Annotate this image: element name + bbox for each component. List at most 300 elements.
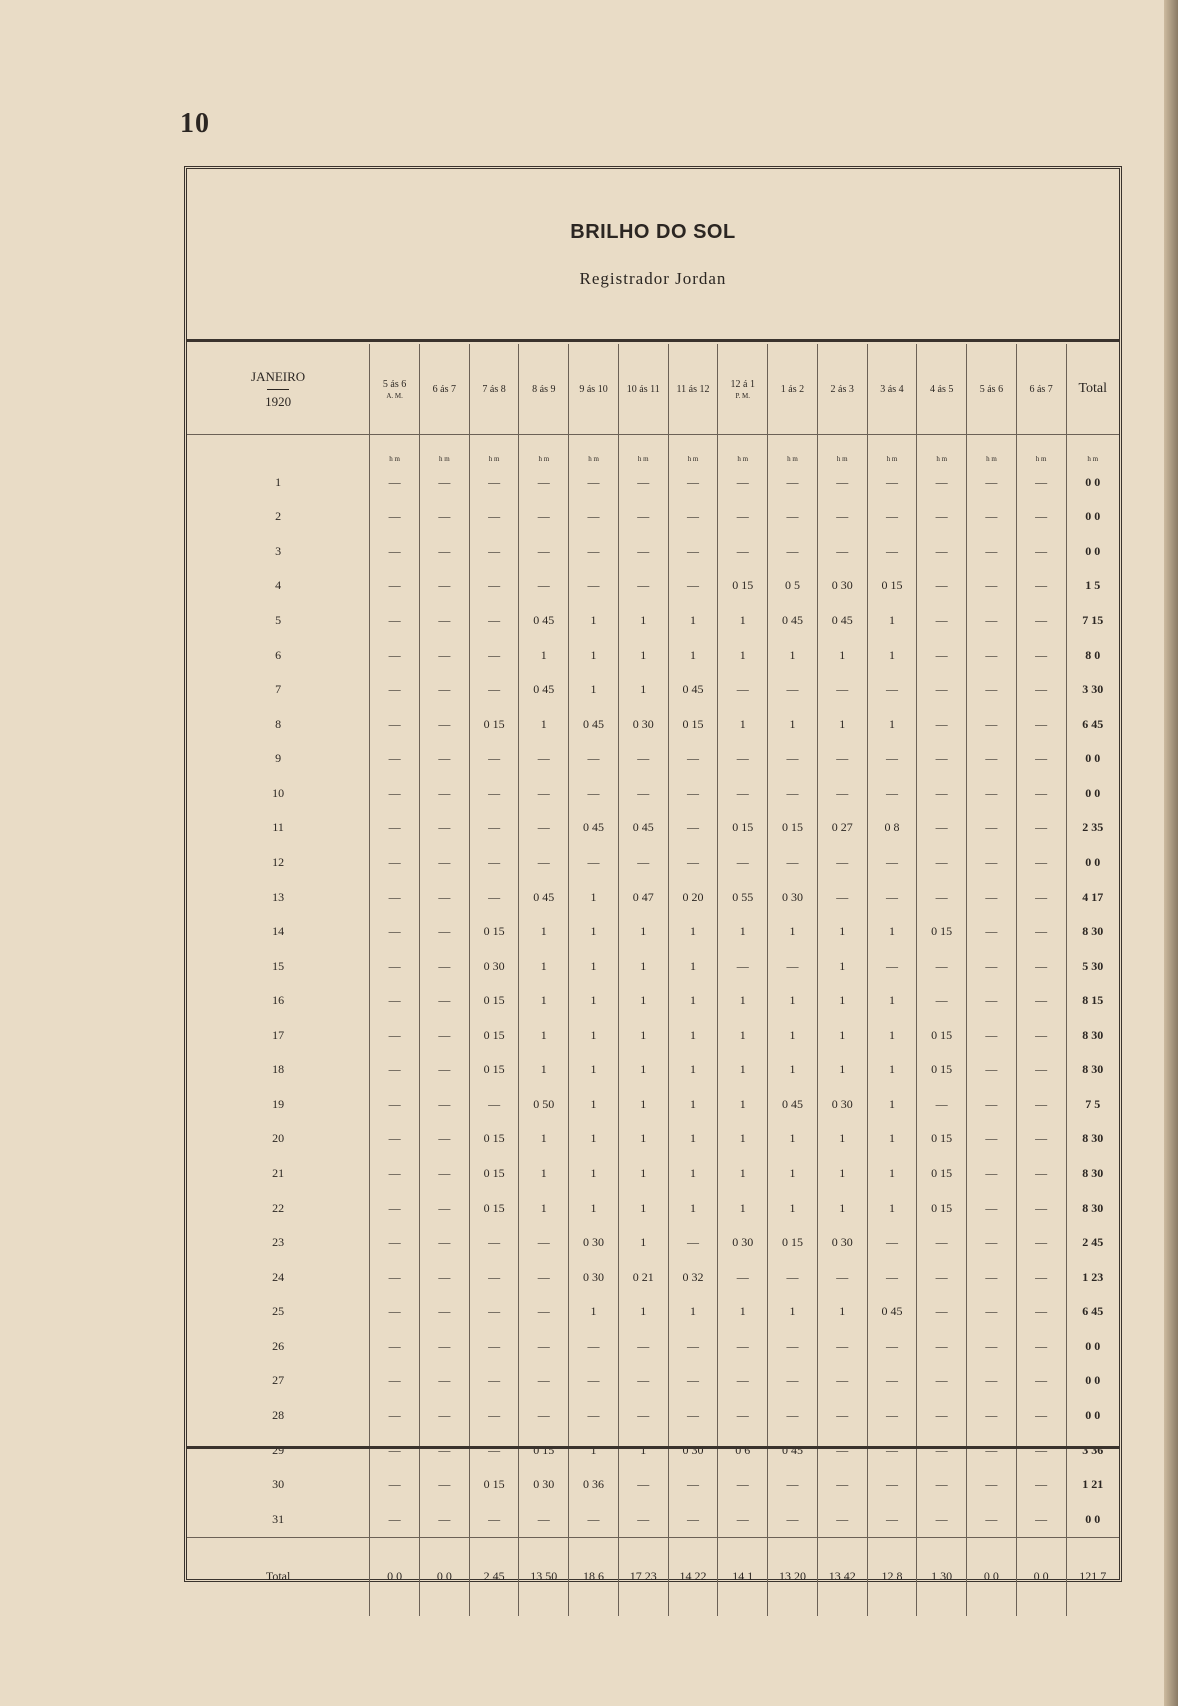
table-cell: — <box>718 1260 768 1295</box>
table-cell: — <box>419 465 469 500</box>
table-cell: — <box>867 1225 917 1260</box>
table-cell: 1 <box>569 949 619 984</box>
table-cell: 0 30 <box>817 1087 867 1122</box>
table-cell: — <box>419 534 469 569</box>
unit-label: h m <box>419 435 469 466</box>
table-cell: 0 5 <box>768 569 818 604</box>
table-cell: — <box>867 534 917 569</box>
table-cell: 1 <box>867 914 917 949</box>
table-cell: 0 30 <box>768 880 818 915</box>
table-cell: — <box>917 1329 967 1364</box>
table-cell: — <box>967 1364 1017 1399</box>
table-cell: — <box>867 1467 917 1502</box>
day-label: 13 <box>272 889 285 904</box>
day-label: 22 <box>272 1200 285 1215</box>
table-cell: — <box>370 603 420 638</box>
table-row <box>187 603 1119 638</box>
table-cell: — <box>569 534 619 569</box>
table-row <box>187 914 1119 949</box>
table-cell: — <box>419 742 469 777</box>
table-cell: — <box>967 1191 1017 1226</box>
table-cell: 1 <box>618 983 668 1018</box>
table-cell: — <box>967 914 1017 949</box>
table-cell: — <box>817 1260 867 1295</box>
table-cell: — <box>519 534 569 569</box>
table-cell: — <box>469 845 519 880</box>
table-cell: 0 50 <box>519 1087 569 1122</box>
table-cell: — <box>370 672 420 707</box>
table-cell: — <box>469 811 519 846</box>
day-label: 30 <box>272 1477 285 1492</box>
hour-label: 5 ás 6 <box>382 378 407 390</box>
table-cell: — <box>867 1398 917 1433</box>
table-cell: — <box>917 1295 967 1330</box>
table-cell: — <box>1016 1122 1066 1157</box>
table-cell: — <box>419 1053 469 1088</box>
table-cell: — <box>718 1467 768 1502</box>
grand-total: 121 7 <box>1066 1537 1119 1616</box>
table-cell: 1 <box>668 1018 718 1053</box>
table-cell: — <box>519 1260 569 1295</box>
day-label: 7 <box>275 682 282 697</box>
rows-body <box>187 465 1119 1616</box>
day-label: 6 <box>275 647 282 662</box>
table-cell: — <box>1016 672 1066 707</box>
row-total: 7 5 <box>1066 1087 1119 1122</box>
table-cell: — <box>469 1329 519 1364</box>
table-cell: — <box>768 500 818 535</box>
table-cell: — <box>867 672 917 707</box>
row-total: 7 15 <box>1066 603 1119 638</box>
table-cell: — <box>817 1433 867 1468</box>
table-cell: 0 45 <box>519 603 569 638</box>
month-label: JANEIRO <box>251 369 306 384</box>
table-cell: 1 <box>618 1053 668 1088</box>
table-cell: 0 55 <box>718 880 768 915</box>
table-cell: — <box>469 1433 519 1468</box>
table-cell: 1 <box>718 1018 768 1053</box>
table-cell: 0 15 <box>718 811 768 846</box>
table-cell: 0 30 <box>469 949 519 984</box>
table-cell: — <box>768 465 818 500</box>
table-cell: — <box>419 1260 469 1295</box>
table-cell: — <box>370 1295 420 1330</box>
table-cell: — <box>519 845 569 880</box>
table-cell: — <box>1016 776 1066 811</box>
table-cell: — <box>1016 914 1066 949</box>
table-cell: — <box>917 500 967 535</box>
table-cell: — <box>817 776 867 811</box>
table-cell: — <box>967 1260 1017 1295</box>
table-cell: — <box>718 949 768 984</box>
table-cell: 0 45 <box>768 603 818 638</box>
table-cell: 1 <box>718 1156 768 1191</box>
table-cell: — <box>768 742 818 777</box>
table-cell: — <box>1016 465 1066 500</box>
day-label: 28 <box>272 1407 285 1422</box>
table-cell: — <box>469 500 519 535</box>
unit-label: h m <box>370 435 420 466</box>
hour-label: 2 ás 3 <box>830 383 854 395</box>
row-total: 8 30 <box>1066 1018 1119 1053</box>
table-cell: — <box>419 1467 469 1502</box>
table-cell: — <box>569 776 619 811</box>
day-label: 12 <box>272 854 285 869</box>
month-divider <box>267 389 289 390</box>
table-cell: 1 <box>569 1191 619 1226</box>
table-cell: — <box>917 880 967 915</box>
table-cell: 1 <box>718 1122 768 1157</box>
table-cell: — <box>867 500 917 535</box>
table-cell: 1 <box>569 1122 619 1157</box>
table-cell: — <box>618 465 668 500</box>
table-cell: 1 <box>718 603 768 638</box>
table-cell: 1 <box>867 1053 917 1088</box>
day-label: 10 <box>272 785 285 800</box>
day-label: 29 <box>272 1442 285 1457</box>
table-cell: 0 15 <box>917 914 967 949</box>
table-cell: — <box>370 1329 420 1364</box>
table-cell: — <box>618 1398 668 1433</box>
table-cell: — <box>419 1295 469 1330</box>
table-cell: — <box>917 845 967 880</box>
table-cell: 1 <box>718 1053 768 1088</box>
table-cell: 0 15 <box>917 1122 967 1157</box>
day-label: 1 <box>275 474 282 489</box>
table-cell: — <box>519 1225 569 1260</box>
table-cell: — <box>469 776 519 811</box>
table-row <box>187 1329 1119 1364</box>
table-cell: 1 <box>867 638 917 673</box>
unit-label: h m <box>618 435 668 466</box>
table-cell: 0 45 <box>569 707 619 742</box>
day-label: 20 <box>272 1131 285 1146</box>
table-cell: 0 30 <box>519 1467 569 1502</box>
table-cell: — <box>370 1260 420 1295</box>
table-cell: — <box>370 707 420 742</box>
unit-label: h m <box>917 435 967 466</box>
table-row <box>187 1225 1119 1260</box>
table-cell: — <box>967 1398 1017 1433</box>
table-cell: 0 15 <box>469 914 519 949</box>
table-cell: 0 6 <box>718 1433 768 1468</box>
table-cell: — <box>569 1502 619 1537</box>
row-total: 0 0 <box>1066 500 1119 535</box>
unit-label: h m <box>519 435 569 466</box>
table-cell: — <box>917 983 967 1018</box>
table-cell: — <box>370 1225 420 1260</box>
table-cell: — <box>519 1398 569 1433</box>
day-label: 24 <box>272 1269 285 1284</box>
table-cell: — <box>668 1467 718 1502</box>
table-cell: — <box>519 1295 569 1330</box>
table-cell: 1 <box>618 1295 668 1330</box>
table-row <box>187 1398 1119 1433</box>
table-cell: — <box>917 1433 967 1468</box>
table-cell: 0 15 <box>718 569 768 604</box>
table-cell: — <box>419 983 469 1018</box>
table-cell: 0 15 <box>469 1191 519 1226</box>
table-cell: — <box>519 811 569 846</box>
table-cell: — <box>967 603 1017 638</box>
table-cell: — <box>967 811 1017 846</box>
table-cell: — <box>469 1225 519 1260</box>
table-row <box>187 1191 1119 1226</box>
table-cell: 1 <box>817 707 867 742</box>
table-cell: — <box>817 880 867 915</box>
hour-period: P. M. <box>735 391 751 400</box>
hour-header <box>668 344 718 435</box>
table-cell: — <box>967 1225 1017 1260</box>
table-cell: — <box>967 1053 1017 1088</box>
table-cell: 1 <box>768 1156 818 1191</box>
table-cell: — <box>967 638 1017 673</box>
row-total: 0 0 <box>1066 465 1119 500</box>
table-cell: 1 <box>519 983 569 1018</box>
table-cell: — <box>419 638 469 673</box>
row-total: 2 35 <box>1066 811 1119 846</box>
day-label: 8 <box>275 716 282 731</box>
table-cell: — <box>370 534 420 569</box>
table-cell: — <box>1016 811 1066 846</box>
table-cell: — <box>917 1502 967 1537</box>
table-cell: 0 15 <box>768 811 818 846</box>
table-cell: 1 <box>519 638 569 673</box>
hour-label: 5 ás 6 <box>979 383 1004 395</box>
table-cell: — <box>469 569 519 604</box>
day-label: 2 <box>275 509 282 524</box>
table-cell: — <box>419 1364 469 1399</box>
table-cell: 0 45 <box>668 672 718 707</box>
table-cell: 1 <box>718 983 768 1018</box>
row-total: 1 5 <box>1066 569 1119 604</box>
table-cell: — <box>967 1087 1017 1122</box>
table-cell: — <box>967 534 1017 569</box>
row-total: 3 36 <box>1066 1433 1119 1468</box>
table-cell: 1 <box>618 638 668 673</box>
table-cell: 1 <box>569 638 619 673</box>
table-cell: — <box>370 1433 420 1468</box>
column-total: 1 30 <box>917 1537 967 1616</box>
totals-label: Total <box>187 1537 370 1616</box>
row-total: 5 30 <box>1066 949 1119 984</box>
table-cell: 1 <box>817 983 867 1018</box>
table-cell: 1 <box>867 1087 917 1122</box>
table-cell: 1 <box>768 914 818 949</box>
table-cell: — <box>668 569 718 604</box>
table-cell: — <box>668 742 718 777</box>
table-cell: 1 <box>618 1018 668 1053</box>
table-cell: — <box>469 1364 519 1399</box>
table-cell: 1 <box>768 1053 818 1088</box>
table-cell: — <box>469 465 519 500</box>
table-cell: 1 <box>817 1053 867 1088</box>
table-cell: — <box>817 500 867 535</box>
table-cell: — <box>419 1156 469 1191</box>
day-label: 19 <box>272 1096 285 1111</box>
table-row <box>187 672 1119 707</box>
table-cell: 1 <box>817 1295 867 1330</box>
unit-label: h m <box>1016 435 1066 466</box>
table-cell: — <box>967 1329 1017 1364</box>
table-cell: 1 <box>768 1018 818 1053</box>
table-cell: — <box>618 845 668 880</box>
table-cell: — <box>370 500 420 535</box>
table-row <box>187 1364 1119 1399</box>
table-row <box>187 1018 1119 1053</box>
hour-label: 6 ás 7 <box>432 383 456 395</box>
table-cell: — <box>967 1433 1017 1468</box>
table-cell: — <box>1016 1502 1066 1537</box>
table-cell: 1 <box>519 1122 569 1157</box>
table-cell: — <box>967 880 1017 915</box>
table-cell: — <box>668 534 718 569</box>
table-cell: 1 <box>519 1156 569 1191</box>
table-cell: — <box>817 1502 867 1537</box>
table-cell: — <box>967 1156 1017 1191</box>
table-cell: — <box>718 534 768 569</box>
table-cell: — <box>469 1398 519 1433</box>
table-cell: — <box>1016 880 1066 915</box>
hour-header <box>419 344 469 435</box>
table-cell: — <box>917 638 967 673</box>
table-cell: — <box>419 845 469 880</box>
unit-label: h m <box>768 435 818 466</box>
table-cell: 0 15 <box>917 1156 967 1191</box>
table-cell: 1 <box>768 707 818 742</box>
row-total: 0 0 <box>1066 1329 1119 1364</box>
table-cell: — <box>768 776 818 811</box>
table-cell: 1 <box>569 1087 619 1122</box>
table-cell: 1 <box>618 1122 668 1157</box>
table-cell: — <box>569 500 619 535</box>
table-cell: 1 <box>618 1156 668 1191</box>
unit-label: h m <box>469 435 519 466</box>
table-cell: — <box>569 465 619 500</box>
page-edge <box>1164 0 1178 1706</box>
table-row <box>187 707 1119 742</box>
table-row <box>187 845 1119 880</box>
table-cell: — <box>967 742 1017 777</box>
day-label: 21 <box>272 1166 285 1181</box>
table-cell: 1 <box>618 1191 668 1226</box>
day-label: 15 <box>272 958 285 973</box>
units-blank <box>187 435 370 466</box>
table-cell: 1 <box>668 1087 718 1122</box>
unit-label: h m <box>867 435 917 466</box>
table-cell: — <box>370 983 420 1018</box>
table-cell: — <box>917 776 967 811</box>
column-total: 14 22 <box>668 1537 718 1616</box>
table-cell: 1 <box>768 1122 818 1157</box>
day-label: 4 <box>275 578 282 593</box>
table-cell: 1 <box>618 1087 668 1122</box>
table-cell: — <box>817 742 867 777</box>
table-cell: — <box>668 1364 718 1399</box>
table-row <box>187 534 1119 569</box>
table-cell: 1 <box>569 1433 619 1468</box>
table-cell: — <box>1016 1329 1066 1364</box>
table-cell: — <box>419 500 469 535</box>
day-label: 3 <box>275 543 282 558</box>
table-row <box>187 742 1119 777</box>
table-cell: 1 <box>618 1225 668 1260</box>
table-cell: — <box>469 742 519 777</box>
table-cell: — <box>419 811 469 846</box>
table-heading <box>187 169 1119 342</box>
table-cell: — <box>1016 1364 1066 1399</box>
units-row <box>187 435 1119 466</box>
table-cell: — <box>419 914 469 949</box>
table-cell: — <box>718 500 768 535</box>
table-cell: — <box>419 1225 469 1260</box>
table-cell: — <box>1016 1467 1066 1502</box>
table-cell: — <box>967 1295 1017 1330</box>
table-cell: — <box>668 500 718 535</box>
table-cell: — <box>967 707 1017 742</box>
table-cell: 0 27 <box>817 811 867 846</box>
unit-label: h m <box>718 435 768 466</box>
table-cell: 1 <box>817 1122 867 1157</box>
table-cell: — <box>967 983 1017 1018</box>
column-total: 14 1 <box>718 1537 768 1616</box>
table-cell: — <box>867 1364 917 1399</box>
table-cell: — <box>419 1329 469 1364</box>
table-cell: — <box>967 672 1017 707</box>
table-cell: — <box>917 1225 967 1260</box>
column-total: 13 20 <box>768 1537 818 1616</box>
column-total: 2 45 <box>469 1537 519 1616</box>
table-cell: 0 45 <box>768 1433 818 1468</box>
table-cell: — <box>1016 500 1066 535</box>
table-cell: — <box>867 845 917 880</box>
table-cell: — <box>967 949 1017 984</box>
row-total: 8 30 <box>1066 1191 1119 1226</box>
table-cell: — <box>917 1260 967 1295</box>
table-cell: — <box>370 1156 420 1191</box>
table-cell: 1 <box>817 1191 867 1226</box>
day-label: 9 <box>275 751 282 766</box>
table-cell: 1 <box>718 1087 768 1122</box>
table-cell: — <box>1016 1018 1066 1053</box>
day-label: 23 <box>272 1235 285 1250</box>
table-cell: — <box>1016 983 1066 1018</box>
table-cell: — <box>519 1329 569 1364</box>
table-cell: — <box>718 1364 768 1399</box>
row-total: 8 30 <box>1066 1156 1119 1191</box>
table-cell: — <box>419 1502 469 1537</box>
table-cell: — <box>917 1467 967 1502</box>
table-cell: 0 15 <box>469 983 519 1018</box>
day-label: 17 <box>272 1027 285 1042</box>
table-cell: 0 45 <box>618 811 668 846</box>
table-cell: 0 45 <box>817 603 867 638</box>
hour-label: 7 ás 8 <box>482 383 506 395</box>
table-cell: 1 <box>519 949 569 984</box>
table-cell: 1 <box>668 949 718 984</box>
table-cell: 1 <box>817 638 867 673</box>
table-cell: — <box>867 949 917 984</box>
table-cell: — <box>867 1329 917 1364</box>
hour-header <box>768 344 818 435</box>
unit-label: h m <box>967 435 1017 466</box>
table-cell: 0 21 <box>618 1260 668 1295</box>
row-total: 0 0 <box>1066 534 1119 569</box>
column-total: 12 8 <box>867 1537 917 1616</box>
table-cell: — <box>718 465 768 500</box>
table-cell: 0 47 <box>618 880 668 915</box>
table-cell: — <box>718 1398 768 1433</box>
